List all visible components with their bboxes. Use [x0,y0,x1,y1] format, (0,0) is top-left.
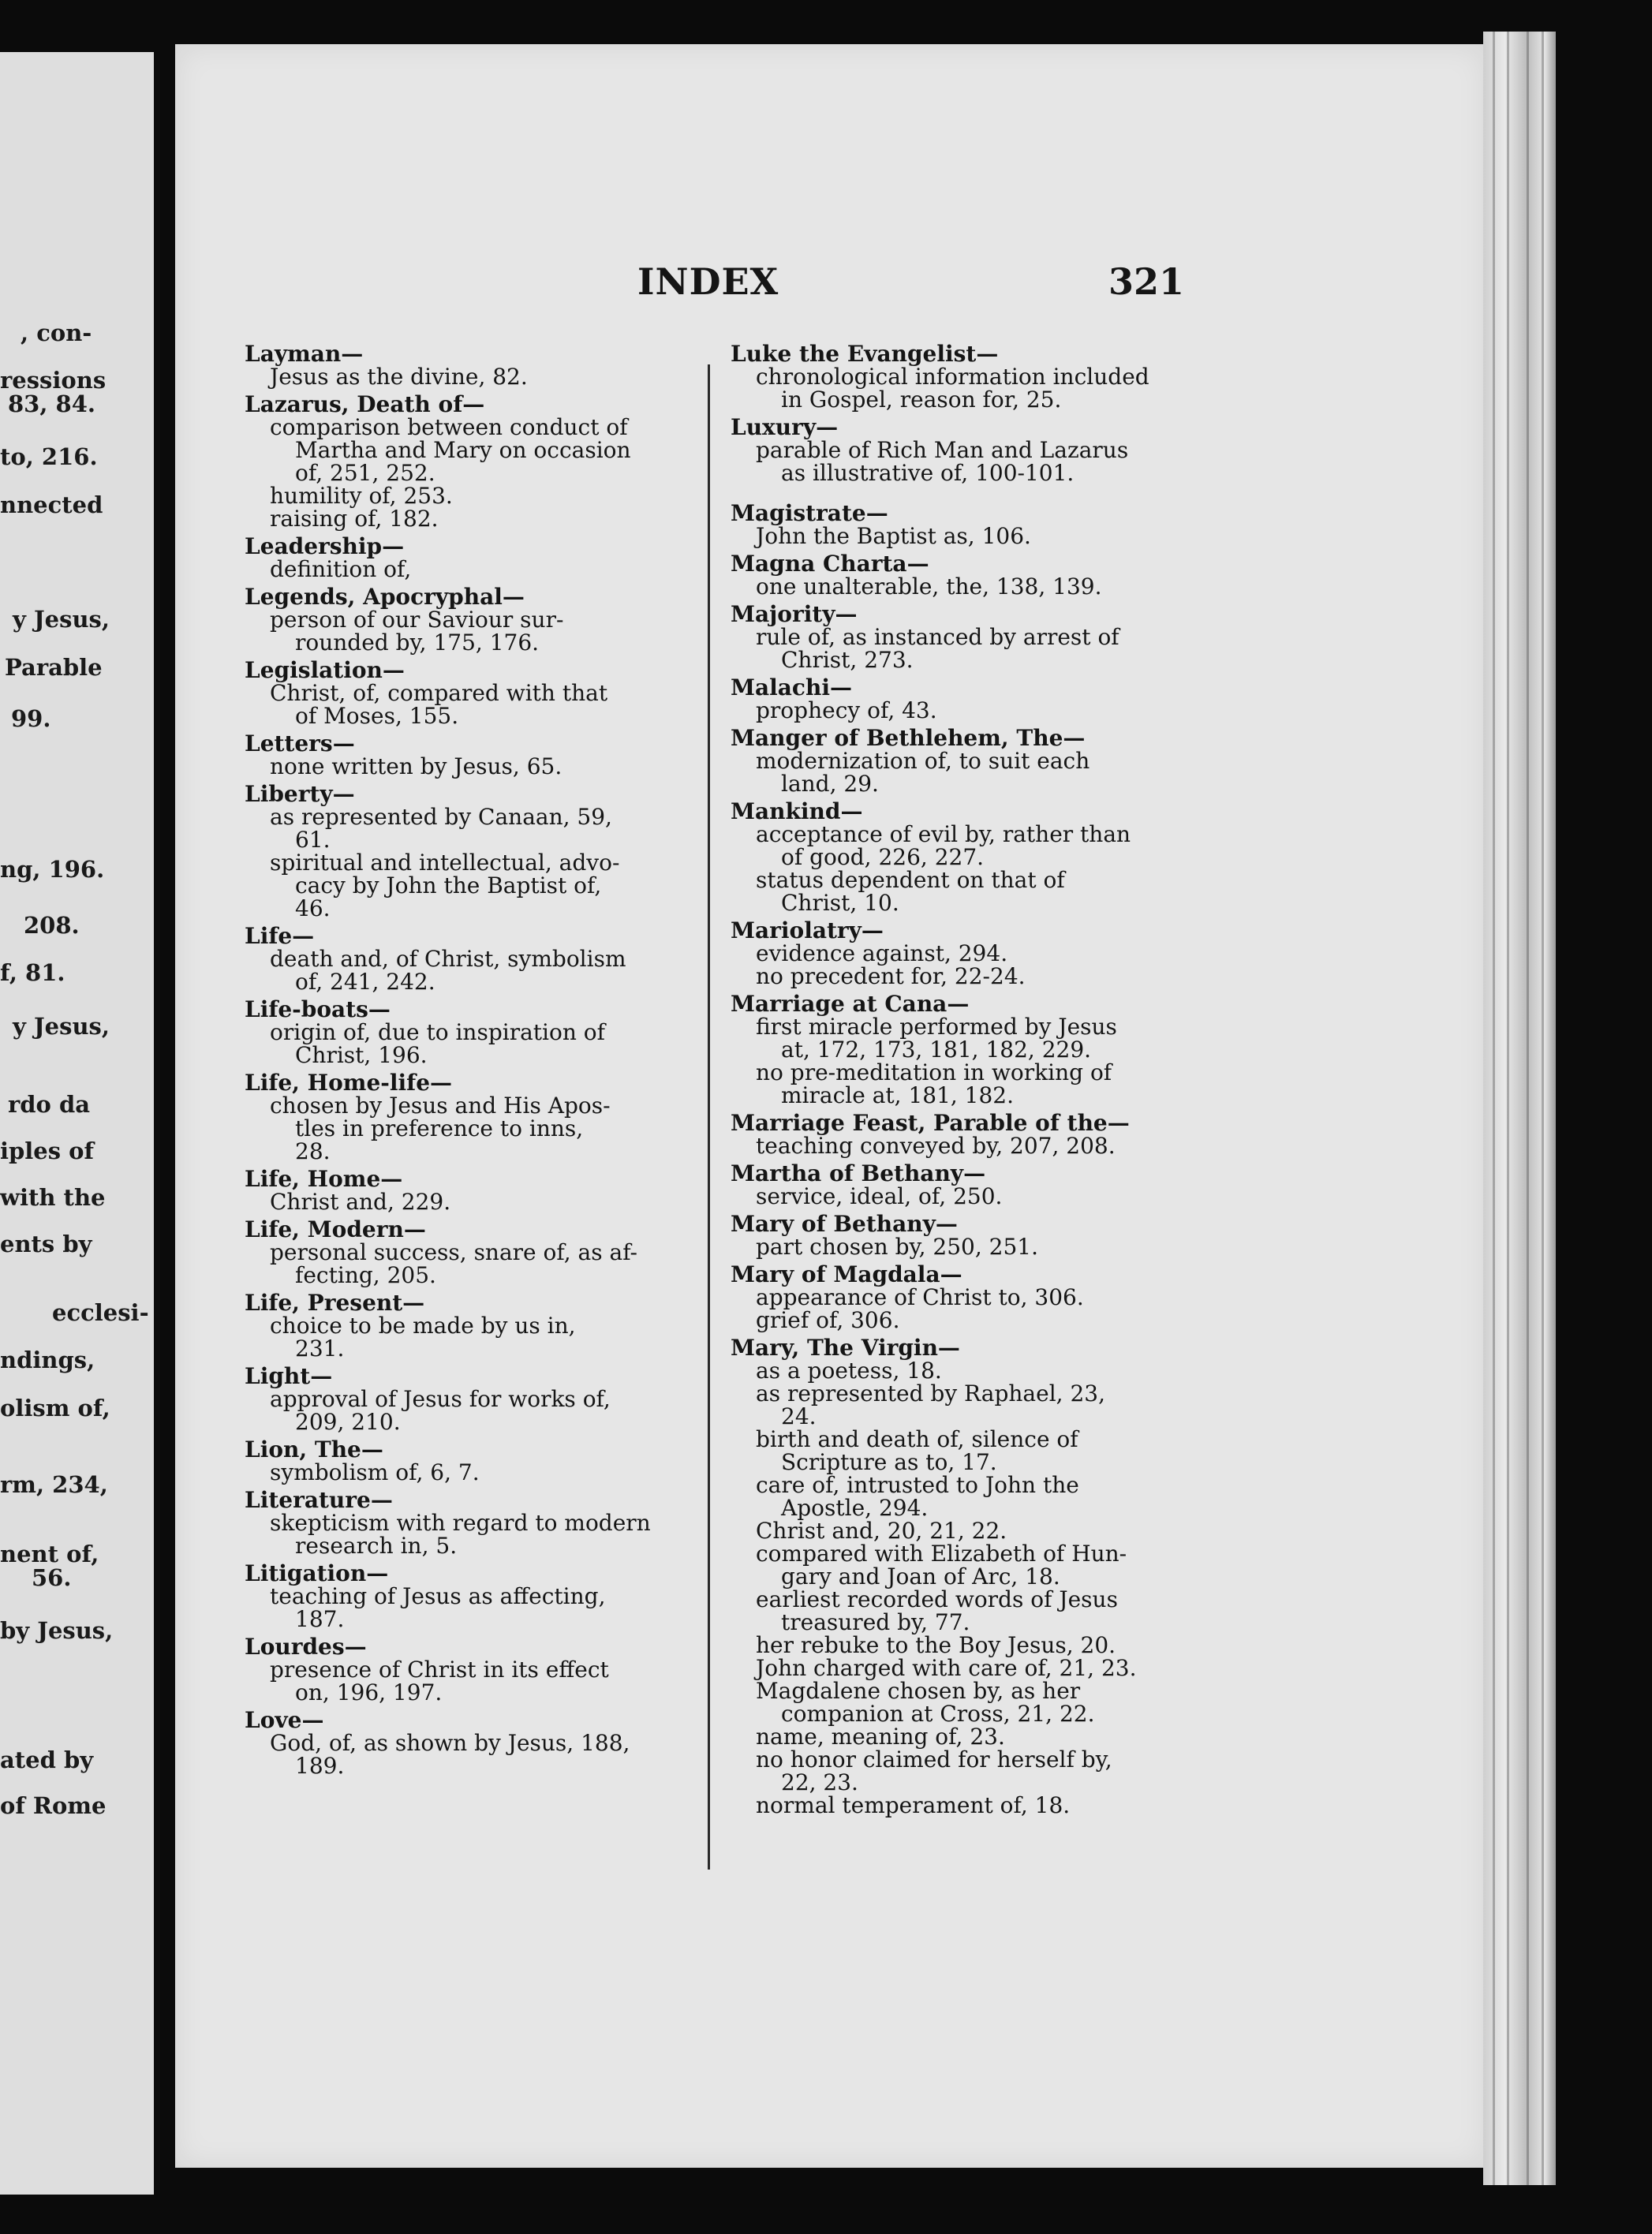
subentry-continuation: 187. [295,1606,345,1632]
index-subentry [731,699,1175,722]
index-entry [731,416,1175,484]
subentry-line: name, meaning of, 23. [756,1724,1005,1750]
index-subentry [245,1241,688,1287]
subentry-line: her rebuke to the Boy Jesus, 20. [756,1632,1116,1658]
facing-page-text-fragment: of Rome [0,1792,107,1819]
subentry-line: grief of, 306. [756,1307,900,1333]
subentry-continuation: Apostle, 294. [781,1495,929,1521]
facing-page-text-fragment: 208. [24,912,80,939]
index-subentry [245,507,688,530]
facing-page-text-fragment: olism of, [0,1395,110,1421]
index-subentry [245,1585,688,1631]
index-subentry [245,365,688,388]
index-subentry [731,1725,1175,1748]
index-entry [245,342,688,388]
index-subentry [245,484,688,507]
facing-page-text-fragment: ng, 196. [0,856,105,883]
facing-page-text-fragment: nnected [0,491,103,518]
index-entry [731,603,1175,671]
subentry-line: as a poetess, 18. [756,1358,942,1384]
index-subentry [731,1748,1175,1794]
subentry-continuation: Christ, 196. [295,1042,428,1068]
index-subentry [731,1588,1175,1634]
index-subentry [245,682,688,727]
subentry-continuation: research in, 5. [295,1533,458,1559]
index-subentry [731,1235,1175,1258]
facing-page-text-fragment: y Jesus, [13,1013,110,1040]
subentry-line: origin of, due to inspiration of [270,1019,606,1045]
subentry-line: teaching conveyed by, 207, 208. [756,1133,1116,1159]
index-subentry [731,1286,1175,1309]
subentry-continuation: 46. [295,895,331,921]
subentry-continuation: at, 172, 173, 181, 182, 229. [781,1037,1092,1063]
index-entry [245,1365,688,1433]
subentry-continuation: 61. [295,827,331,853]
facing-page-text-fragment: , con- [21,319,92,346]
index-entry [731,919,1175,988]
index-heading: Malachi— [731,674,852,700]
subentry-line: service, ideal, of, 250. [756,1183,1003,1209]
facing-page-text-fragment: by Jesus, [0,1617,114,1644]
subentry-line: Christ and, 229. [270,1189,451,1215]
index-entry [245,1167,688,1213]
subentry-continuation: cacy by John the Baptist of, [295,872,602,898]
running-head: INDEX [637,260,779,303]
index-entry [731,1111,1175,1157]
index-entry [731,502,1175,547]
subentry-continuation: in Gospel, reason for, 25. [781,387,1062,413]
index-subentry [731,1634,1175,1657]
subentry-line: spiritual and intellectual, advo- [270,850,620,876]
subentry-line: personal success, snare of, as af- [270,1239,638,1265]
subentry-line: presence of Christ in its effect [270,1657,609,1683]
index-subentry [245,608,688,654]
subentry-line: appearance of Christ to, 306. [756,1284,1084,1310]
index-entry [245,1709,688,1777]
subentry-continuation: of good, 226, 227. [781,844,985,870]
index-subentry [731,1309,1175,1332]
index-subentry [731,749,1175,795]
facing-page-text-fragment: ated by [0,1746,94,1773]
subentry-line: modernization of, to suit each [756,748,1090,774]
subentry-line: symbolism of, 6, 7. [270,1459,480,1485]
subentry-continuation: gary and Joan of Arc, 18. [781,1563,1060,1590]
facing-page-text-fragment: Parable [5,654,103,681]
index-subentry [731,365,1175,411]
index-entry [245,1071,688,1163]
subentry-line: none written by Jesus, 65. [270,753,563,779]
index-subentry [731,1428,1175,1474]
subentry-line: one unalterable, the, 138, 139. [756,573,1102,600]
subentry-line: as represented by Canaan, 59, [270,804,612,830]
index-subentry [731,1679,1175,1725]
index-heading: Litigation— [245,1560,389,1586]
index-entry [245,659,688,727]
subentry-continuation: land, 29. [781,771,879,797]
index-entry [731,1336,1175,1817]
column-divider [708,364,710,1870]
subentry-continuation: 209, 210. [295,1409,401,1435]
book-edge [1483,32,1556,2185]
index-subentry [731,1359,1175,1382]
subentry-continuation: companion at Cross, 21, 22. [781,1701,1095,1727]
index-subentry [245,851,688,920]
index-heading: Life, Present— [245,1290,425,1316]
subentry-line: Christ and, 20, 21, 22. [756,1518,1007,1544]
subentry-line: chosen by Jesus and His Apos- [270,1093,611,1119]
subentry-line: earliest recorded words of Jesus [756,1586,1118,1612]
index-heading: Life, Home— [245,1166,403,1192]
index-subentry [731,1015,1175,1061]
index-subentry [731,823,1175,869]
subentry-continuation: fecting, 205. [295,1262,436,1288]
index-subentry [245,1511,688,1557]
subentry-line: definition of, [270,556,412,582]
index-heading: Mankind— [731,798,863,824]
subentry-line: compared with Elizabeth of Hun- [756,1541,1127,1567]
index-entry [731,727,1175,795]
subentry-continuation: treasured by, 77. [781,1609,970,1635]
index-subentry [245,1658,688,1704]
facing-page-text-fragment: ressions [0,367,107,394]
index-subentry [245,755,688,778]
subentry-line: part chosen by, 250, 251. [756,1234,1039,1260]
index-subentry [731,439,1175,484]
index-heading: Life— [245,923,315,949]
facing-page-text-fragment: y Jesus, [13,606,110,633]
index-entry [731,1212,1175,1258]
page-number: 321 [1108,260,1185,303]
subentry-line: no pre-meditation in working of [756,1059,1112,1085]
index-heading: Life, Modern— [245,1216,426,1242]
index-entry [731,676,1175,722]
facing-page-fragment [0,52,154,2195]
subentry-line: as represented by Raphael, 23, [756,1380,1105,1407]
subentry-continuation: rounded by, 175, 176. [295,629,540,656]
index-subentry [731,1134,1175,1157]
index-heading: Light— [245,1363,333,1389]
index-heading: Manger of Bethlehem, The— [731,725,1086,751]
index-subentry [731,1657,1175,1679]
index-entry [245,585,688,654]
subentry-line: comparison between conduct of [270,414,628,440]
subentry-line: approval of Jesus for works of, [270,1386,611,1412]
index-subentry [245,947,688,993]
subentry-line: first miracle performed by Jesus [756,1014,1117,1040]
subentry-line: care of, intrusted to John the [756,1472,1079,1498]
subentry-line: evidence against, 294. [756,940,1008,966]
index-entry [245,535,688,581]
index-heading: Legislation— [245,657,405,683]
subentry-line: teaching of Jesus as affecting, [270,1583,606,1609]
subentry-continuation: 24. [781,1403,817,1429]
index-subentry [731,1542,1175,1588]
subentry-continuation: Christ, 273. [781,647,914,673]
index-subentry [245,1021,688,1067]
index-entry [731,800,1175,914]
index-subentry [245,416,688,484]
index-heading: Lazarus, Death of— [245,391,485,417]
index-heading: Mary of Magdala— [731,1261,962,1287]
index-subentry [245,1094,688,1163]
index-entry [245,783,688,920]
index-column-right [731,342,1175,1821]
index-entry [731,992,1175,1107]
index-entry [245,1218,688,1287]
facing-page-text-fragment: f, 81. [0,959,65,986]
facing-page-text-fragment: rm, 234, [0,1471,108,1498]
subentry-line: humility of, 253. [270,483,453,509]
index-heading: Mary, The Virgin— [731,1335,960,1361]
facing-page-text-fragment: nent of, [0,1541,99,1567]
subentry-line: John the Baptist as, 106. [756,523,1031,549]
subentry-line: John charged with care of, 21, 23. [756,1655,1137,1681]
index-heading: Love— [245,1707,324,1733]
index-subentry [731,1061,1175,1107]
index-heading: Martha of Bethany— [731,1160,986,1186]
subentry-line: chronological information included [756,364,1149,390]
index-subentry [731,626,1175,671]
index-heading: Majority— [731,601,858,627]
index-subentry [245,1190,688,1213]
subentry-continuation: 231. [295,1336,345,1362]
index-subentry [245,558,688,581]
index-heading: Magna Charta— [731,551,929,577]
index-entry [245,1291,688,1360]
subentry-line: prophecy of, 43. [756,697,937,723]
subentry-continuation: 189. [295,1753,345,1779]
index-subentry [731,1474,1175,1519]
index-subentry [731,575,1175,598]
index-entry [731,1263,1175,1332]
index-heading: Marriage at Cana— [731,991,970,1017]
index-heading: Legends, Apocryphal— [245,584,525,610]
subentry-line: status dependent on that of [756,867,1065,893]
subentry-continuation: Christ, 10. [781,890,899,916]
subentry-line: normal temperament of, 18. [756,1792,1071,1818]
index-subentry [731,525,1175,547]
facing-page-text-fragment: to, 216. [0,443,98,470]
subentry-line: skepticism with regard to modern [270,1510,651,1536]
subentry-continuation: Martha and Mary on occasion [295,437,631,463]
index-heading: Layman— [245,341,364,367]
subentry-continuation: of, 241, 242. [295,969,435,995]
index-subentry [731,965,1175,988]
index-entry [731,1162,1175,1208]
subentry-line: person of our Saviour sur- [270,607,564,633]
subentry-continuation: miracle at, 181, 182. [781,1082,1015,1108]
index-subentry [731,869,1175,914]
subentry-line: no precedent for, 22-24. [756,963,1026,989]
facing-page-text-fragment: 99. [11,705,51,732]
index-heading: Magistrate— [731,500,888,526]
subentry-line: God, of, as shown by Jesus, 188, [270,1730,630,1756]
index-entry [731,552,1175,598]
index-entry [245,1438,688,1484]
index-heading: Mary of Bethany— [731,1211,958,1237]
facing-page-text-fragment: 83, 84. [8,390,96,417]
subentry-continuation: 28. [295,1138,331,1164]
facing-page-text-fragment: iples of [0,1138,95,1164]
index-heading: Lion, The— [245,1436,383,1463]
subentry-continuation: of, 251, 252. [295,460,435,486]
subentry-line: death and, of Christ, symbolism [270,946,626,972]
index-entry [731,342,1175,411]
index-heading: Liberty— [245,781,355,807]
index-subentry [245,805,688,851]
index-heading: Life-boats— [245,996,391,1022]
index-subentry [731,1185,1175,1208]
facing-page-text-fragment: ecclesi- [52,1299,149,1326]
subentry-continuation: on, 196, 197. [295,1679,443,1705]
index-subentry [245,1388,688,1433]
index-subentry [245,1314,688,1360]
subentry-line: Magdalene chosen by, as her [756,1678,1081,1704]
subentry-line: parable of Rich Man and Lazarus [756,437,1129,463]
index-subentry [245,1461,688,1484]
index-heading: Luke the Evangelist— [731,341,999,367]
index-entry [245,393,688,530]
index-subentry [731,1794,1175,1817]
subentry-line: acceptance of evil by, rather than [756,821,1131,847]
subentry-line: no honor claimed for herself by, [756,1746,1112,1773]
index-entry [245,1562,688,1631]
index-entry [245,732,688,778]
subentry-line: choice to be made by us in, [270,1313,576,1339]
index-subentry [731,1519,1175,1542]
index-subentry [245,1732,688,1777]
index-heading: Leadership— [245,533,405,559]
subentry-continuation: of Moses, 155. [295,703,459,729]
facing-page-text-fragment: with the [0,1184,106,1211]
index-heading: Luxury— [731,414,839,440]
index-heading: Lourdes— [245,1634,367,1660]
index-entry [245,925,688,993]
subentry-line: Jesus as the divine, 82. [270,364,528,390]
index-heading: Mariolatry— [731,917,884,943]
subentry-line: raising of, 182. [270,506,439,532]
index-subentry [731,942,1175,965]
subentry-continuation: tles in preference to inns, [295,1115,584,1141]
index-heading: Marriage Feast, Parable of the— [731,1110,1130,1136]
subentry-continuation: 22, 23. [781,1769,858,1795]
subentry-continuation: Scripture as to, 17. [781,1449,997,1475]
subentry-continuation: as illustrative of, 100-101. [781,460,1075,486]
index-subentry [731,1382,1175,1428]
facing-page-text-fragment: 56. [32,1564,72,1591]
facing-page-text-fragment: ents by [0,1231,92,1257]
index-heading: Letters— [245,730,355,756]
subentry-line: Christ, of, compared with that [270,680,608,706]
subentry-line: rule of, as instanced by arrest of [756,624,1119,650]
index-entry [245,1489,688,1557]
subentry-line: birth and death of, silence of [756,1426,1078,1452]
index-heading: Life, Home-life— [245,1070,453,1096]
facing-page-text-fragment: rdo da [8,1091,91,1118]
facing-page-text-fragment: ndings, [0,1347,95,1373]
index-entry [245,1635,688,1704]
index-entry [245,998,688,1067]
index-column-left [245,342,688,1782]
index-heading: Literature— [245,1487,393,1513]
